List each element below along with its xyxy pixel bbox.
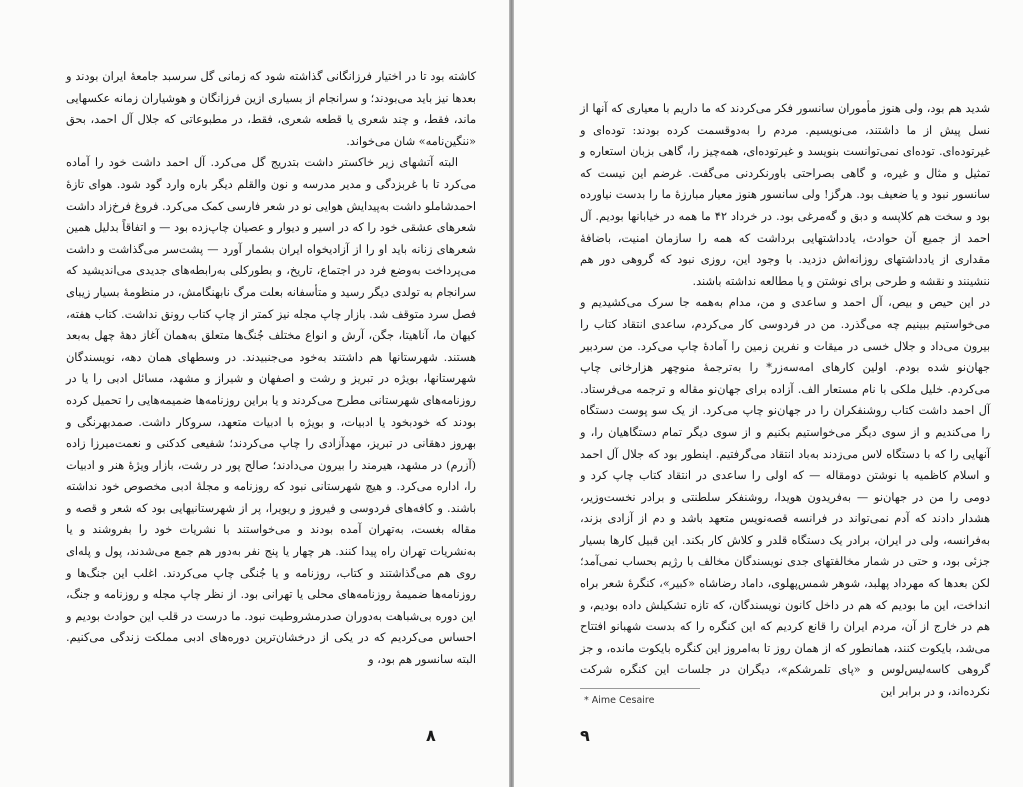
left-page-text xyxy=(66,66,476,671)
right-paragraph-2: در این حیص و بیص، آل احمد و ساعدی و من، مدام به‌همه جا سرک می‌کشیدیم و می‌خواستیم ببینیم چه می‌گذرد. من در فردوسی کار می‌کردم، ساعدی انتقاد کتاب را بیرون می‌داد و جلال خسی در میقات و نفرین زمین را آمادهٔ چاپ می‌کرد. من سردبیر جهان‌نو شده بودم. اولین کارهای امه‌سه‌زر* را به‌ترجمهٔ منوچهر هزارخانی چاپ می‌کردم. خلیل ملکی با نام مستعار الف. آزاده برای جهان‌نو مقاله و ترجمه می‌فرستاد. آل احمد داشت کتاب روشنفکران را در جهان‌نو چاپ می‌کرد. از یک سو پوست دستگاه را می‌کندیم و از سوی دیگر می‌خواستیم بکنیم و از سوی دیگر تمام دستگاهیان را، و آنهایی را که با دستگاه لاس می‌زدند به‌باد انتقاد می‌گرفتیم. اینطور بود که جلال آل احمد و اسلام کاظمیه با نوشتن دومقاله — که اولی را ساعدی در انتقاد کتاب چاپ کرد و دومی را من در جهان‌نو — به‌فریدون هویدا، روشنفکر سلطنتی و برادر نخست‌وزیر، هشدار دادند که آدم نمی‌تواند در فرانسه قصه‌نویس متعهد باشد و دم از آزادی بزند، به‌فرانسه، ولی در ایران، برادر یک دستگاه قلدر و کلاش کار بکند. این قبیل کارها بسیار جزئی بود، و حتی در شمار مخالفتهای جدی نویسندگان مخالف با رژیم بحساب نمی‌آمد؛ لکن بعدها که مهرداد پهلبد، شوهر شمس‌پهلوی، داماد رضاشاه «کبیر»، کنگرهٔ شعر براه انداخت، این ما بودیم که هم در داخل کانون نویسندگان، که تازه تشکیلش داده بودیم، و هم در خارج از آن، مردم ایران را قانع کردیم که این کنگره را که بدست شهبانو افتتاح می‌شد، بایکوت کنند، همانطور که از همان روز تا به‌امروز این کنگره بایکوت مانده، و جز گروهی کاسه‌لیس‌لوس و «پای تلمرشکم»، دیگران در جلسات این کنگره شرکت نکرده‌اند، و در برابر این xyxy=(580,296,991,699)
right-paragraph-1: شدید هم بود، ولی هنوز مأموران سانسور فکر می‌کردند که ما داریم با معیاری که آنها از نسل پیش از ما داشتند، می‌نویسیم. مردم را به‌دوقسمت کرده بودند: توده‌ای و غیرتوده‌ای. توده‌ای نمی‌توانست بنویسد و غیرتوده‌ای، همه‌چیز را، گاهی بزبان استعاره و تمثیل و مثال و غیره، و گاهی بصراحتی باورنکردنی می‌گفت. غرضم این نیست که سانسور نبود و یا ضعیف بود. هرگز! ولی سانسور هنوز معیار مبارزهٔ ما را بدست نیاورده بود و سخت هم کلاپسه و دبق و گه‌مرغی بود. در خرداد ۴۲ ما همه در خیابانها بودیم. آل احمد از جمیع آن حوادث، یادداشتهایی برداشت که همه را سازمان امنیت، باضافهٔ مقداری از یادداشتهای روزانه‌اش دزدید. با وجود این، روزی نبود که گروهی دور هم ننشینند و نقشه و طرحی برای نوشتن و یا مطالعه نداشته باشند. xyxy=(580,102,990,288)
right-page-text xyxy=(580,98,990,703)
left-paragraph-1: کاشته بود تا در اختیار فرزانگانی گذاشته شود که زمانی گل سرسبد جامعهٔ ایران بودند و بعدها نیز باید می‌بودند؛ و سرانجام از بسیاری ازین فرزانگان و هوشیاران زمانه عکسهایی ماند، فقط، و چند شعری یا قطعه شعری، فقط، در مطبوعاتی که جلال آل احمد، بحق «ننگین‌نامه» شان می‌خواند. xyxy=(66,70,476,148)
left-paragraph-2: البته آتشهای زیر خاکستر داشت بتدریج گل می‌کرد. آل احمد داشت خود را آماده می‌کرد تا با غربزدگی و مدیر مدرسه و نون والقلم دیگر باره وارد گود شود. هوای تازهٔ احمدشاملو داشت به‌پیدایش هوایی نو در شعر فارسی کمک می‌کرد. فروغ فرخ‌زاد داشت شعرهای عشقی خود را که در اسیر و دیوار و عصیان چاپ‌زده بود — و اتفاقاً بدلیل همین شعرهای زنانه باید او را از آزادیخواه ایران بشمار آورد — پشت‌سر می‌گذاشت و داشت می‌پرداخت به‌وضع فرد در اجتماع، تاریخ، و بطورکلی به‌رابطه‌های جدیدی می‌اندیشید که سرانجام به تولدی دیگر رسید و متأسفانه بعلت مرگ نابهنگامش، در منظومهٔ بسیار زیبای فصل سرد متوقف شد. بازار چاپ مجله نیز کمتر از چاپ کتاب رونق نداشت. کتاب هفته، کیهان ما، آناهیتا، جگن، آرش و انواع مختلف جُنگ‌ها متعلق به‌همان آغاز دههٔ چهل به‌بعد هستند. شهرستانها هم داشتند به‌خود می‌جنبیدند. در وسطهای همان دهه، نویسندگان شهرستانها، بویژه در تبریز و رشت و اصفهان و شیراز و مشهد، مسائل ادبی را یا در روزنامه‌های شهرستانی مطرح می‌کردند و یا براین روزنامه‌ها ضمیمه‌هایی را تحمیل کرده بودند که خودبخود یا ادبیات، و بویژه با ادبیات متعهد، سروکار داشت. صمدبهرنگی و بهروز دهقانی در تبریز، مهدآزادی را چاپ می‌کردند؛ شفیعی کدکنی و نعمت‌میرزا زاده (آزرم) در مشهد، هیرمند را بیرون می‌دادند؛ صالح پور در رشت، بازار ویژهٔ هنر و ادبیات را، اداره می‌کرد. و هیچ شهرستانی نبود که روزنامه و مجلهٔ ادبی مخصوص خود نداشته باشند. و کافه‌های فردوسی و فیروز و ریویرا، پر از شهرستانیهایی بود که شعر و قصه و مقاله بغست، به‌تهران آمده بودند و می‌خواستند با نشریات خود را بفروشند و یا به‌نشریات تهران راه پیدا کنند. هر چهار یا پنج نفر به‌دور هم جمع می‌شدند، پول و پله‌ای روی هم می‌گذاشتند و کتاب، روزنامه و یا جُنگی چاپ می‌کردند. اغلب این جنگ‌ها و روزنامه‌ها ضمیمهٔ روزنامه‌های محلی یا تهرانی بود. از نظر چاپ مجله و روزنامه و جنگ، این دوره بی‌شباهت به‌دوران صدرمشروطیت نبود. ما درست در قلب این حوادث بودیم و احساس می‌کردیم که در یکی از درخشان‌ترین دوره‌های ادبی مملکت زندگی می‌کنیم. البته سانسور هم بود، و xyxy=(66,156,476,667)
left-page xyxy=(0,0,509,787)
footnote-rule xyxy=(580,688,700,689)
left-page-number: ۸ xyxy=(426,726,436,745)
footnote: * Aime Cesaire xyxy=(584,695,655,706)
right-page-number: ۹ xyxy=(580,726,590,745)
right-page xyxy=(514,0,1023,787)
